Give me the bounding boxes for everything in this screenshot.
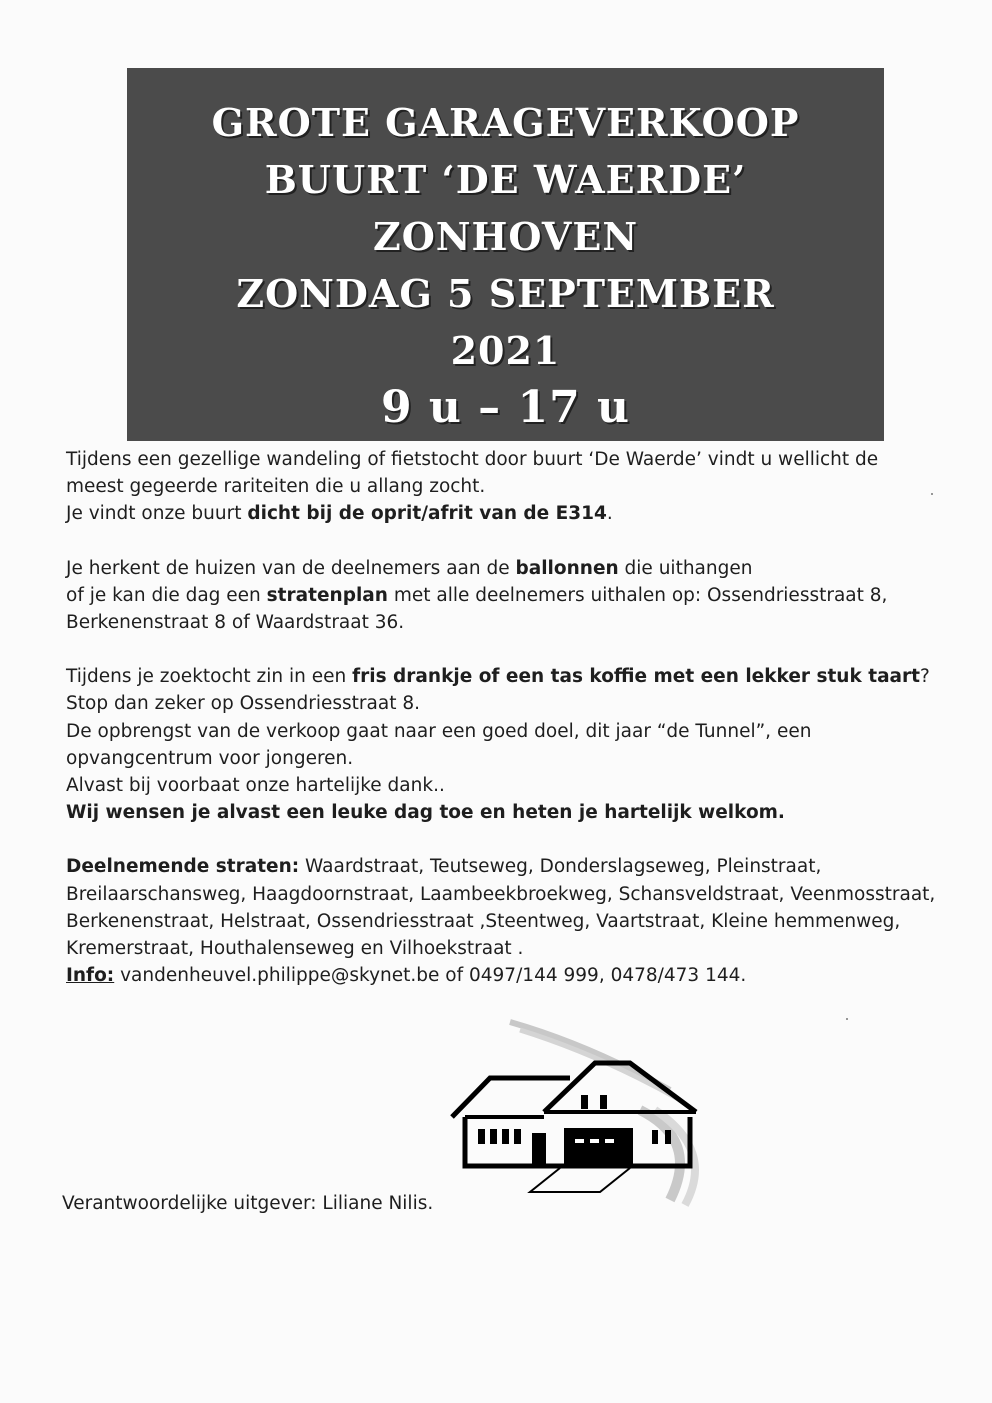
balloons-line-1	[66, 555, 938, 582]
header-hours: 9 u – 17 u	[380, 382, 631, 433]
streets-line-4: Kremerstraat, Houthalenseweg en Vilhoekstraat .	[66, 938, 524, 960]
streets-label: Deelnemende straten:	[66, 856, 300, 878]
streets-line-2: Breilaarschansweg, Haagdoornstraat, Laambeekbroekweg, Schansveldstraat, Veenmosstraat,	[66, 883, 936, 905]
info-line	[66, 962, 938, 989]
intro-line-1: Tijdens een gezellige wandeling of fietstocht door buurt ‘De Waerde’ vindt u wellicht de	[66, 449, 879, 470]
streetmap-highlight: stratenplan	[266, 584, 388, 606]
drinks-line-4: opvangcentrum voor jongeren.	[66, 747, 354, 769]
streets-line-1	[66, 853, 938, 880]
intro-location-end: .	[606, 503, 613, 525]
intro-line-2: meest gegeerde rariteiten die u allang zocht.	[66, 476, 486, 498]
drinks-line-1	[66, 663, 938, 690]
balloons-line-3: Berkenenstraat 8 of Waardstraat 36.	[66, 612, 405, 634]
drinks-highlight: fris drankje of een tas koffie met een lekker stuk taart	[352, 666, 921, 688]
info-label: Info:	[66, 965, 115, 987]
info-contact: vandenheuvel.philippe@skynet.be of 0497/144 999, 0478/473 144.	[114, 965, 747, 987]
intro-location-highlight: dicht bij de oprit/afrit van de E314	[247, 503, 607, 525]
publisher-note: Verantwoordelijke uitgever: Liliane Nilis.	[62, 1193, 434, 1214]
house-icon	[440, 1000, 720, 1210]
header-neighborhood: BUURT ‘DE WAERDE’	[264, 157, 747, 202]
drinks-text: Tijdens je zoektocht zin in een	[66, 666, 353, 688]
drinks-text-end: ?	[920, 666, 930, 688]
balloons-text-end: die uithangen	[618, 557, 753, 579]
streets-list-start: Waardstraat, Teutseweg, Donderslagseweg, Pleinstraat,	[299, 856, 822, 878]
intro-line-3	[66, 500, 938, 527]
drinks-line-2: Stop dan zeker op Ossendriesstraat 8.	[66, 693, 420, 715]
drinks-line-3: De opbrengst van de verkoop gaat naar een goed doel, dit jaar “de Tunnel”, een	[66, 720, 812, 742]
header-year: 2021	[450, 328, 561, 373]
streetmap-text-end: met alle deelnemers uithalen op: Ossendriesstraat 8,	[387, 584, 888, 606]
body-text	[66, 446, 938, 989]
header-town: ZONHOVEN	[372, 214, 639, 259]
balloons-line-2	[66, 582, 938, 609]
header-title: GROTE GARAGEVERKOOP	[211, 100, 800, 145]
balloons-text: Je herkent de huizen van de deelnemers aan de	[66, 557, 516, 579]
balloons-highlight: ballonnen	[515, 557, 619, 579]
header-banner	[127, 68, 884, 441]
streetmap-text: of je kan die dag een	[66, 584, 267, 606]
streets-line-3: Berkenenstraat, Helstraat, Ossendriesstraat ,Steentweg, Vaartstraat, Kleine hemmenweg,	[66, 910, 901, 932]
header-date: ZONDAG 5 SEPTEMBER	[236, 271, 775, 316]
intro-location-text: Je vindt onze buurt	[66, 503, 248, 525]
drinks-line-5: Alvast bij voorbaat onze hartelijke dank..	[66, 775, 445, 797]
welcome-line: Wij wensen je alvast een leuke dag toe en heten je hartelijk welkom.	[66, 802, 785, 824]
